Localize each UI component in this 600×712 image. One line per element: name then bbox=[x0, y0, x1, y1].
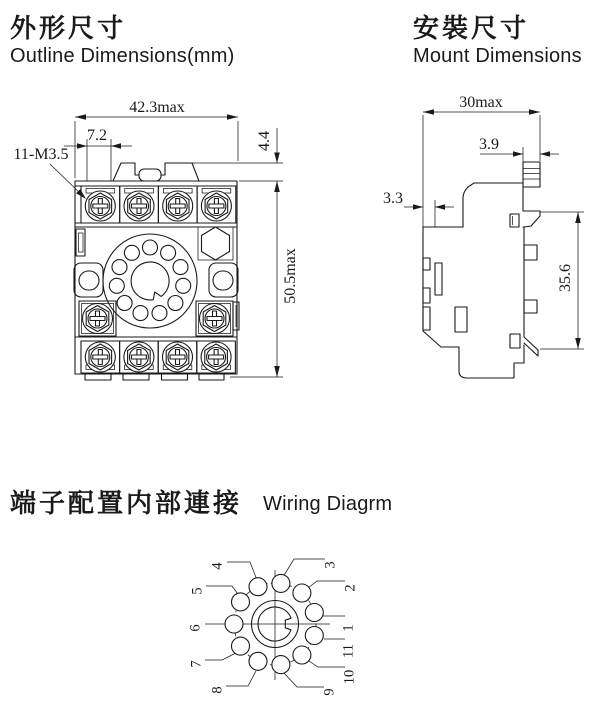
pin-label-9: 9 bbox=[321, 688, 338, 696]
pin-label-1: 1 bbox=[340, 624, 357, 632]
pin-label-10: 10 bbox=[341, 669, 358, 685]
pin-label-5: 5 bbox=[189, 587, 206, 595]
dim-mount-width: 30max bbox=[459, 94, 503, 111]
rail-clip-block bbox=[523, 162, 540, 187]
wiring-title-en: Wiring Diagrm bbox=[263, 493, 393, 515]
dim-overall-width: 42.3max bbox=[129, 99, 185, 116]
pin-label-4: 4 bbox=[209, 562, 226, 570]
pin-label-11: 11 bbox=[340, 644, 357, 658]
wiring-title-zh: 端子配置内部連接 bbox=[10, 488, 243, 518]
dim-panel-lip: 3.3 bbox=[383, 190, 403, 207]
dim-top-height: 4.4 bbox=[256, 131, 273, 151]
pin-label-3: 3 bbox=[322, 561, 339, 569]
dim-screw-spec: 11-M3.5 bbox=[13, 146, 69, 163]
pin-label-8: 8 bbox=[209, 686, 226, 694]
wiring-diagram bbox=[205, 559, 345, 687]
mount-title-zh: 安裝尺寸 bbox=[413, 13, 530, 43]
mount-side-view bbox=[423, 162, 540, 378]
pin-label-2: 2 bbox=[342, 584, 359, 592]
outline-front-view bbox=[74, 163, 239, 380]
dim-terminal-pitch: 7.2 bbox=[87, 127, 107, 144]
outline-title-zh: 外形尺寸 bbox=[10, 13, 127, 43]
dim-overall-height: 50.5max bbox=[282, 248, 299, 304]
dim-body-height: 35.6 bbox=[557, 264, 574, 292]
outline-title-en: Outline Dimensions(mm) bbox=[10, 45, 235, 67]
top-terminal-row bbox=[81, 186, 236, 223]
pin-label-7: 7 bbox=[188, 660, 205, 668]
dim-rail-clip: 3.9 bbox=[479, 136, 499, 153]
pin-hole-ring bbox=[109, 240, 190, 321]
center-key-hole bbox=[131, 262, 169, 300]
bottom-terminal-row bbox=[75, 337, 237, 373]
mount-title-en: Mount Dimensions bbox=[413, 45, 582, 67]
pin-label-6: 6 bbox=[187, 624, 204, 632]
hex-nut bbox=[202, 227, 230, 260]
